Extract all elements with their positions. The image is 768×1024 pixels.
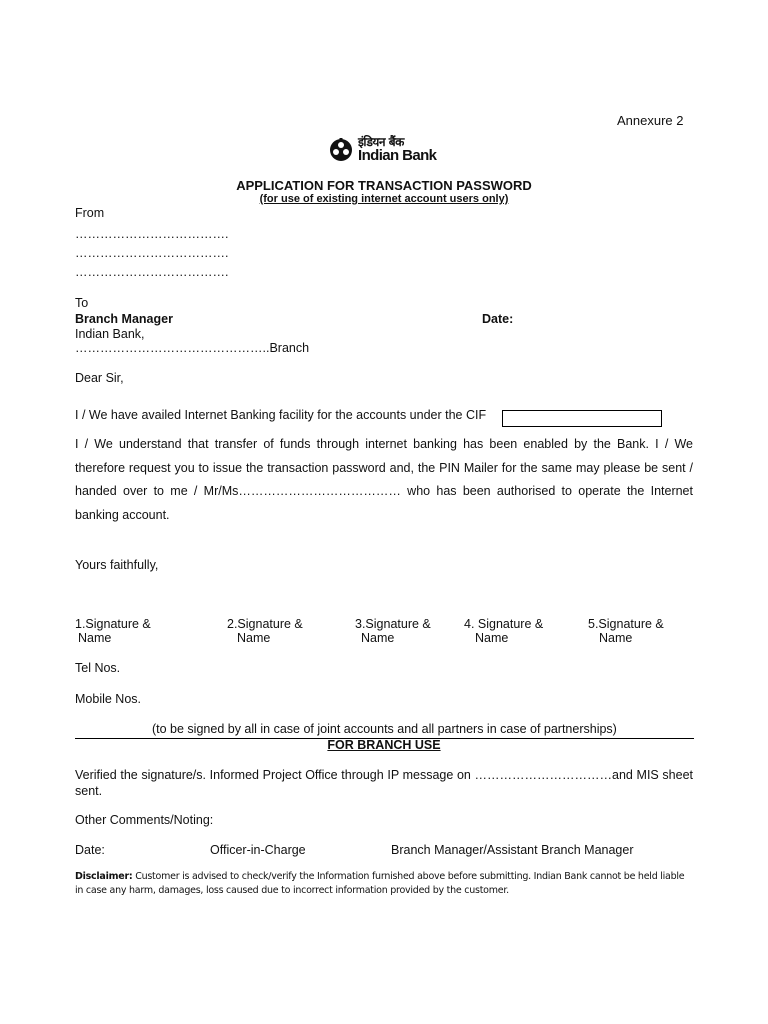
page-title: APPLICATION FOR TRANSACTION PASSWORD [236,178,532,193]
disclaimer-text: Customer is advised to check/verify the Information furnished above before submitting. Indian Bank cannot be held liable in case any harm, damages, loss caused due to incorrect information provided by the customer. [75,871,685,896]
closing: Yours faithfully, [75,558,159,572]
officer-label: Officer-in-Charge [210,843,306,857]
verified-text: Verified the signature/s. Informed Project Office through IP message on ……………………………and MIS sheet sent. [75,768,693,798]
signature-name: Name [78,631,112,645]
bank-line: Indian Bank, [75,327,145,341]
branch-use-heading: FOR BRANCH USE [327,738,441,752]
signature-name: Name [475,631,509,645]
salutation: Dear Sir, [75,371,124,385]
joint-accounts-note: (to be signed by all in case of joint accounts and all partners in case of partnerships) [152,722,617,736]
bank-logo [328,133,443,165]
bank-name: Indian Bank [358,147,437,164]
disclaimer [75,870,694,898]
signature-label: 4. Signature & [464,617,544,631]
branch-date-label: Date: [75,843,105,857]
annexure-label: Annexure 2 [617,113,684,128]
signature-label: 3.Signature & [355,617,431,631]
signature-label: 1.Signature & [75,617,151,631]
from-line-1: ………………………………. [75,227,229,241]
signature-block-2 [227,617,303,645]
bank-name-hindi: इंडियन बैंक [358,135,404,149]
signature-block-3 [355,617,431,645]
manager-label: Branch Manager/Assistant Branch Manager [391,843,634,857]
signature-name: Name [237,631,271,645]
disclaimer-label: Disclaimer: [75,871,133,882]
recipient: Branch Manager [75,312,173,326]
tel-label: Tel Nos. [75,661,121,675]
branch-line: ………………………………………..Branch [75,341,310,355]
comments-label: Other Comments/Noting: [75,813,214,827]
cif-input-box[interactable] [502,410,662,427]
mobile-label: Mobile Nos. [75,692,141,706]
signature-block-1 [75,617,151,645]
signature-block-4 [464,617,543,645]
signature-name: Name [599,631,633,645]
to-label: To [75,296,89,310]
signature-label: 2.Signature & [227,617,303,631]
cif-line: I / We have availed Internet Banking facility for the accounts under the CIF [75,408,487,422]
signature-label: 5.Signature & [588,617,664,631]
indian-bank-emblem-icon [328,136,354,162]
date-label: Date: [482,312,514,326]
signature-name: Name [361,631,395,645]
letter-body: I / We understand that transfer of funds through internet banking has been enabled by the Bank. I / We therefore request you to issue the transaction password and, the PIN Mailer for the same may please be sent / handed over to me / Mr/Ms………………………………… who has been authorised to operate the Internet banking account. [75,437,693,522]
from-label: From [75,206,105,220]
page-subtitle: (for use of existing internet account users only) [259,193,509,205]
from-line-3: ………………………………. [75,265,229,279]
from-line-2: ………………………………. [75,246,229,260]
signature-block-5 [588,617,664,645]
